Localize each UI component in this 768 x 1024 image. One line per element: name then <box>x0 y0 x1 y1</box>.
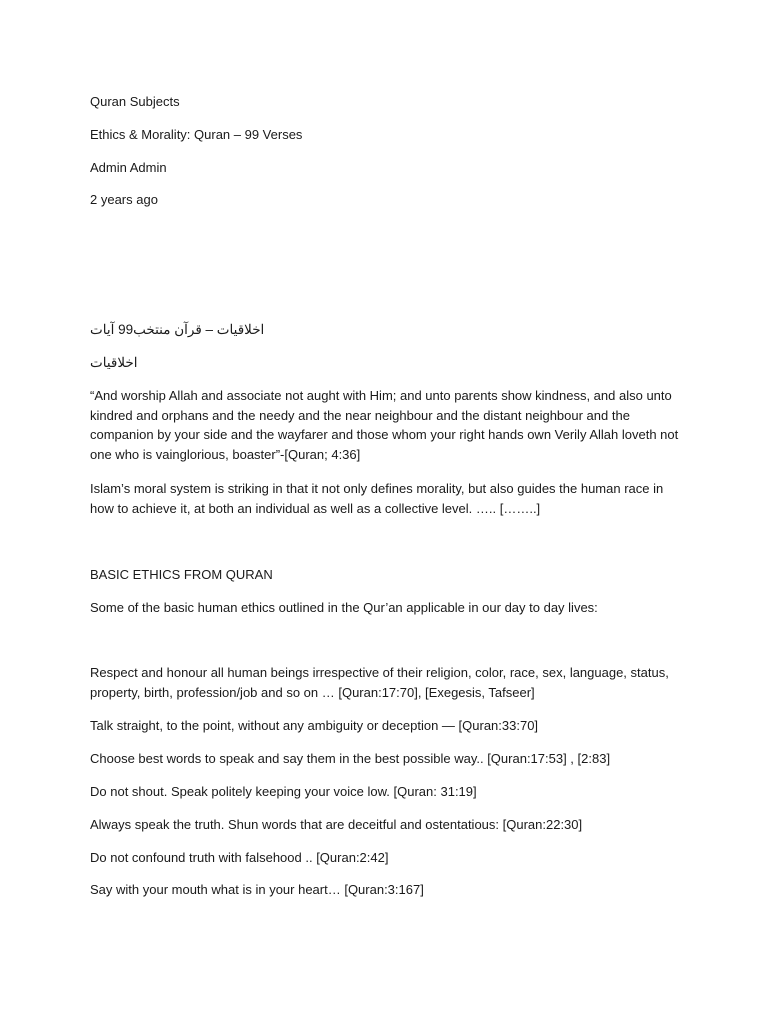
post-date: 2 years ago <box>90 192 158 207</box>
ethics-item: Do not shout. Speak politely keeping your voice low. [Quran: 31:19] <box>90 784 477 799</box>
author-name: Admin Admin <box>90 160 167 175</box>
section-intro: Some of the basic human ethics outlined in the Qur’an applicable in our day to day lives: <box>90 600 598 615</box>
article-title: Ethics & Morality: Quran – 99 Verses <box>90 127 303 142</box>
intro-paragraph: Islam’s moral system is striking in that it not only defines morality, but also guides the human race in how to achieve it, at both an individual as well as a collective level. ….. [……..] <box>90 481 664 516</box>
urdu-heading: اخلاقیات – قرآن منتخب99 آیات <box>90 322 265 337</box>
ethics-item: Choose best words to speak and say them in the best possible way.. [Quran:17:53] , [2:83] <box>90 751 611 766</box>
section-heading: BASIC ETHICS FROM QURAN <box>90 567 273 582</box>
ethics-item: Always speak the truth. Shun words that are deceitful and ostentatious: [Quran:22:30] <box>90 817 583 832</box>
ethics-item: Respect and honour all human beings irrespective of their religion, color, race, sex, language, status, property, birth, profession/job and so on … [Quran:17:70], [Exegesis, Tafseer] <box>90 665 669 700</box>
ethics-item: Talk straight, to the point, without any ambiguity or deception — [Quran:33:70] <box>90 718 539 733</box>
category-label: Quran Subjects <box>90 94 180 109</box>
ethics-item: Say with your mouth what is in your heart… [Quran:3:167] <box>90 882 424 897</box>
urdu-subheading: اخلاقیات <box>90 355 138 370</box>
quote-paragraph: “And worship Allah and associate not aught with Him; and unto parents show kindness, and also unto kindred and orphans and the needy and the near neighbour and the distant neighbour and the companion by your side and the wayfarer and those whom your right hands own Verily Allah loveth not one who is vainglorious, boaster”-[Quran; 4:36] <box>90 388 679 462</box>
ethics-item: Do not confound truth with falsehood .. [Quran:2:42] <box>90 850 389 865</box>
